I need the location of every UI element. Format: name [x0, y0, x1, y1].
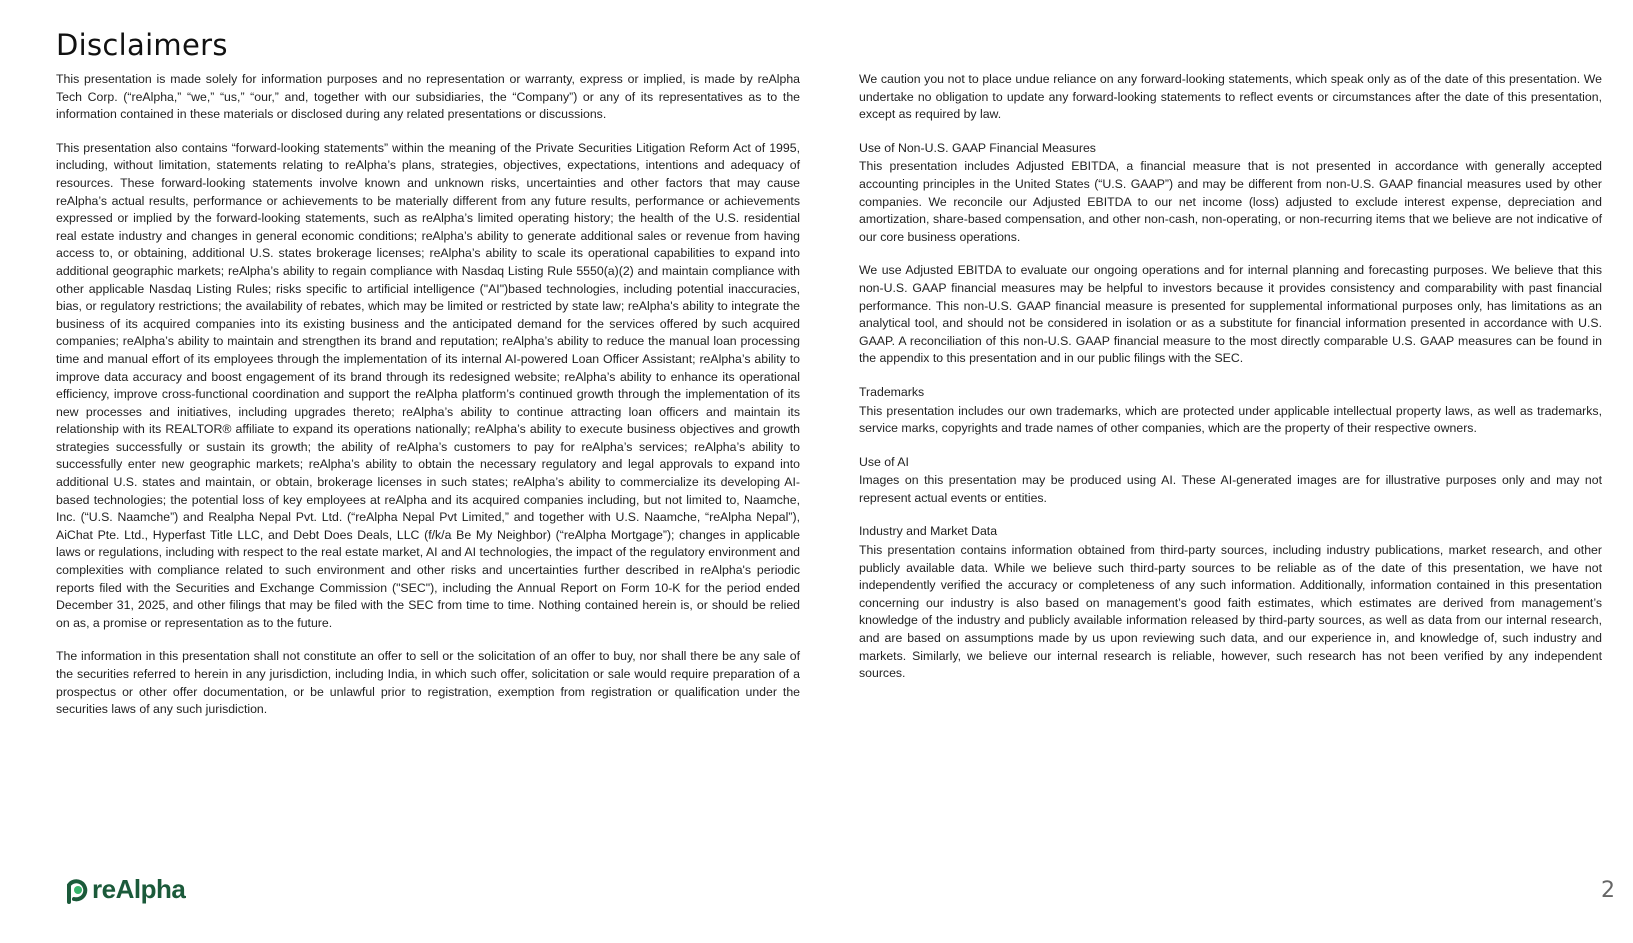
industry-data-paragraph: This presentation contains information obtained from third-party sources, including industry publications, market research, and other publicly available data. While we believe such third-party sources to be reliable as of the date of this presentation, we have not independently verified the accuracy or completeness of any such information. Additionally, information contained in this presentation concerning our industry is also based on management’s good faith estimates, which estimates are derived from management’s knowledge of the industry and publicly available information released by third-party sources, as well as data from our internal research, and are based on assumptions made by us upon reviewing such data, and our experience in, and knowledge of, such industry and markets. Similarly, we believe our internal research is reliable, however, such research has not been verified by any independent sources.	[859, 543, 1602, 681]
realpha-logo-icon	[60, 875, 90, 905]
page-title: Disclaimers	[56, 28, 228, 62]
realpha-logo	[60, 874, 185, 905]
right-column	[859, 71, 1602, 699]
logo-wordmark: reAlpha	[92, 874, 186, 904]
page-number: 2	[1601, 878, 1615, 903]
disclaimer-intro-paragraph: This presentation is made solely for information purposes and no representation or warranty, express or implied, is made by reAlpha Tech Corp. (“reAlpha,” “we,” “us,” “our,” and, together with our subsidiaries, the “Company”) or any of its representatives as to the information contained in these materials or disclosed during any related presentations or discussions.	[56, 72, 800, 122]
trademarks-paragraph: This presentation includes our own trademarks, which are protected under applicable intellectual property laws, as well as trademarks, service marks, copyrights and trade names of other companies, which are the property of their respective owners.	[859, 403, 1602, 436]
forward-looking-paragraph: This presentation also contains “forward-looking statements” within the meaning of the Private Securities Litigation Reform Act of 1995, including, without limitation, statements relating to reAlpha’s plans, strategies, objectives, expectations, intentions and adequacy of resources. These forward-looking statements involve known and unknown risks, uncertainties and other factors that may cause reAlpha’s actual results, performance or achievements to be materially different from any future results, performance or achievements expressed or implied by the forward-looking statements, such as reAlpha’s limited operating history; the health of the U.S. residential real estate industry and changes in general economic conditions; reAlpha’s ability to generate additional sales or revenue from having access to, or obtaining, additional U.S. states brokerage licenses; reAlpha’s ability to scale its operational capabilities to expand into additional geographic markets; reAlpha’s ability to regain compliance with Nasdaq Listing Rule 5550(a)(2) and maintain compliance with other applicable Nasdaq Listing Rules; risks specific to artificial intelligence ("AI")based technologies, including potential inaccuracies, bias, or regulatory restrictions; the availability of rebates, which may be limited or restricted by state law; reAlpha's ability to integrate the business of its acquired companies into its existing business and the anticipated demand for the services offered by such acquired companies; reAlpha’s ability to maintain and strengthen its brand and reputation; reAlpha’s ability to reduce the manual loan processing time and manual effort of its employees through the implementation of its internal AI-powered Loan Officer Assistant; reAlpha’s ability to improve data accuracy and boost engagement of its brand through its redesigned website; reAlpha’s ability to enhance its operational efficiency, improve cross-functional coordination and support the reAlpha platform’s continued growth through the implementation of its new processes and initiatives, including upgrades thereto; reAlpha’s ability to continue attracting loan officers and maintain its relationship with its REALTOR® affiliate to expand its operations nationally; reAlpha’s ability to execute business objectives and growth strategies successfully or sustain its growth; the ability of reAlpha’s customers to pay for reAlpha’s services; reAlpha’s ability to successfully enter new geographic markets; reAlpha’s ability to obtain the necessary regulatory and legal approvals to expand into additional U.S. states and maintain, or obtain, brokerage licenses in such states; reAlpha’s ability to commercialize its developing AI-based technologies; the potential loss of key employees at reAlpha and its acquired companies including, but not limited to, Naamche, Inc. (“U.S. Naamche”) and Realpha Nepal Pvt. Ltd. (“reAlpha Nepal Pvt Limited,” and together with U.S. Naamche, “reAlpha Nepal”), AiChat Pte. Ltd., Hyperfast Title LLC, and Debt Does Deals, LLC (f/k/a Be My Neighbor) (“reAlpha Mortgage”); changes in applicable laws or regulations, including with respect to the real estate market, AI and AI technologies, the impact of the regulatory environment and complexities with compliance related to such environment and other risks and uncertainties further described in reAlpha's periodic reports filed with the Securities and Exchange Commission ("SEC"), including the Annual Report on Form 10-K for the period ended December 31, 2025, and other filings that may be filed with the SEC from time to time. Nothing contained herein is, or should be relied on as, a promise or representation as to the future.	[56, 140, 800, 630]
use-of-ai-paragraph: Images on this presentation may be produced using AI. These AI-generated images are for illustrative purposes only and may not represent actual events or entities.	[859, 473, 1602, 505]
industry-data-heading: Industry and Market Data	[859, 524, 998, 539]
gaap-paragraph-1: This presentation includes Adjusted EBITDA, a financial measure that is not presented in accordance with generally accepted accounting principles in the United States (“U.S. GAAP”) and may be different from non-U.S. GAAP financial measures used by other companies. We reconcile our Adjusted EBITDA to our net income (loss) adjusted to exclude interest expense, depreciation and amortization, share-based compensation, and other non-cash, non-operating, or non-recurring items that we believe are not indicative of our core business operations.	[859, 159, 1602, 244]
use-of-ai-heading: Use of AI	[859, 454, 909, 469]
undue-reliance-paragraph: We caution you not to place undue reliance on any forward-looking statements, which speak only as of the date of this presentation. We undertake no obligation to update any forward-looking statements to reflect events or circumstances after the date of this presentation, except as required by law.	[859, 72, 1602, 122]
gaap-paragraph-2: We use Adjusted EBITDA to evaluate our ongoing operations and for internal planning and forecasting purposes. We believe that this non-U.S. GAAP financial measures may be helpful to investors because it provides consistency and comparability with past financial performance. This non-U.S. GAAP financial measure is presented for supplemental informational purposes only, has limitations as an analytical tool, and should not be considered in isolation or as a substitute for financial information presented in accordance with U.S. GAAP. A reconciliation of this non-U.S. GAAP financial measure to the most directly comparable U.S. GAAP measures can be found in the appendix to this presentation and in our public filings with the SEC.	[859, 263, 1602, 366]
left-column	[56, 71, 800, 735]
trademarks-heading: Trademarks	[859, 384, 925, 399]
no-offer-paragraph: The information in this presentation shall not constitute an offer to sell or the solicitation of an offer to buy, nor shall there be any sale of the securities referred to herein in any jurisdiction, including India, in which such offer, solicitation or sale would require preparation of a prospectus or other offer documentation, or be unlawful prior to registration, exemption from registration or qualification under the securities laws of any such jurisdiction.	[56, 649, 800, 717]
gaap-heading: Use of Non-U.S. GAAP Financial Measures	[859, 140, 1096, 155]
